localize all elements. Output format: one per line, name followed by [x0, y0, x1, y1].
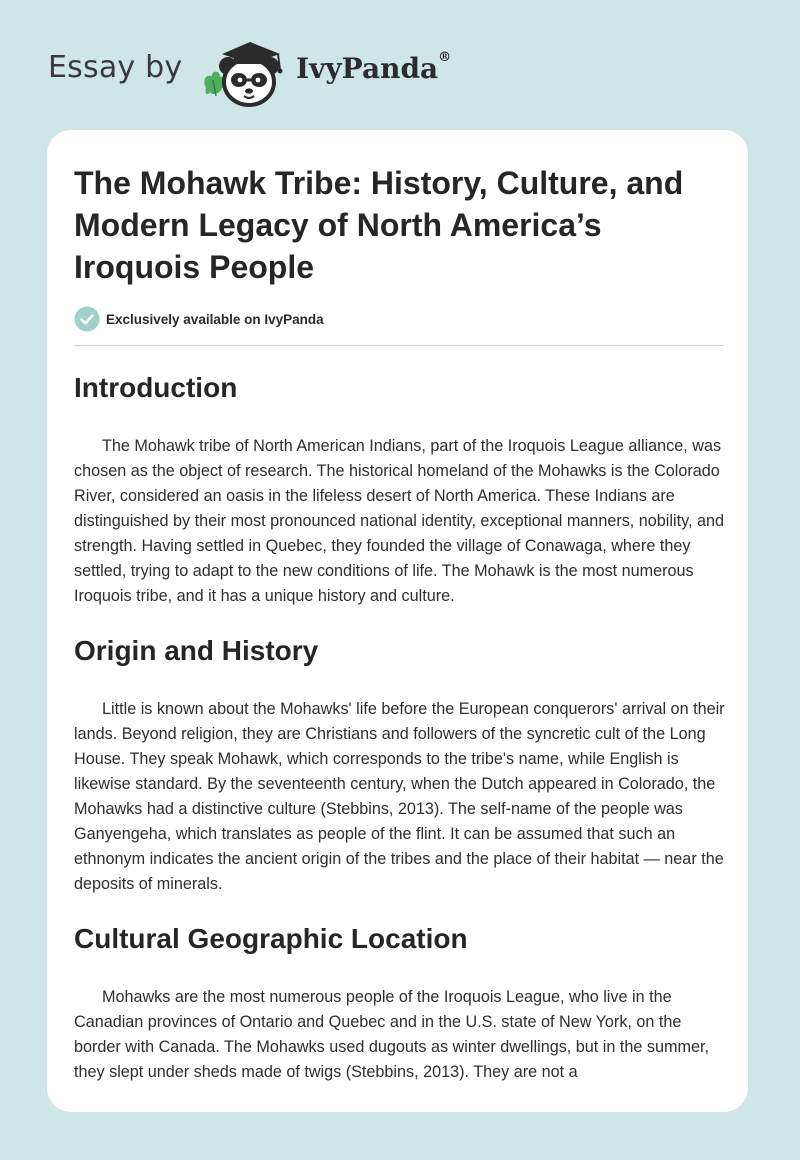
exclusive-badge: [74, 306, 324, 332]
panda-logo-icon[interactable]: [200, 36, 292, 108]
essay-card: [47, 130, 748, 1112]
section-paragraph-introduction: The Mohawk tribe of North American Indians, part of the Iroquois League alliance, was chosen as the object of research. The historical homeland of the Mohawks is the Colorado River, considered an oasis in the lifeless desert of North America. These Indians are distinguished by their most pronounced national identity, exceptional manners, nobility, and strength. Having settled in Quebec, they founded the village of Conawaga, where they settled, trying to adapt to the new conditions of life. The Mohawk is the most numerous Iroquois tribe, and it has a unique history and culture.: [74, 437, 724, 605]
essay-title: The Mohawk Tribe: History, Culture, and Modern Legacy of North America’s Iroquois People: [74, 165, 684, 285]
essay-body: [74, 360, 729, 1085]
section-heading-cultural-location: Cultural Geographic Location: [74, 923, 468, 954]
section-paragraph-cultural-location: Mohawks are the most numerous people of the Iroquois League, who live in the Canadian provinces of Ontario and Quebec and in the U.S. state of New York, on the border with Canada. The Mohawks used dugouts as winter dwellings, but in the summer, they slept under sheds made of twigs (Stebbins, 2013). They are not a: [74, 988, 709, 1081]
site-header: [0, 0, 800, 130]
registered-mark: ®: [438, 50, 452, 65]
section-heading-introduction: Introduction: [74, 372, 238, 403]
check-circle-icon: [74, 306, 100, 332]
title-divider: [74, 345, 724, 346]
exclusive-badge-label: Exclusively available on IvyPanda: [106, 311, 324, 327]
brand-name[interactable]: [296, 52, 451, 85]
section-heading-origin-history: Origin and History: [74, 635, 319, 666]
section-paragraph-origin-history: Little is known about the Mohawks' life before the European conquerors' arrival on their lands. Beyond religion, they are Christians and followers of the syncretic cult of the Long House. They speak Mohawk, which corresponds to the tribe's name, while English is likewise standard. By the seventeenth century, when the Dutch appeared in Colorado, the Mohawks had a distinctive culture (Stebbins, 2013). The self-name of the people was Ganyengeha, which translates as people of the flint. It can be assumed that such an ethnonym indicates the ancient origin of the tribes and the place of their habitat — near the deposits of minerals.: [74, 700, 725, 893]
brand-name-text: IvyPanda: [296, 52, 439, 85]
brand-prefix: Essay by: [48, 50, 183, 85]
